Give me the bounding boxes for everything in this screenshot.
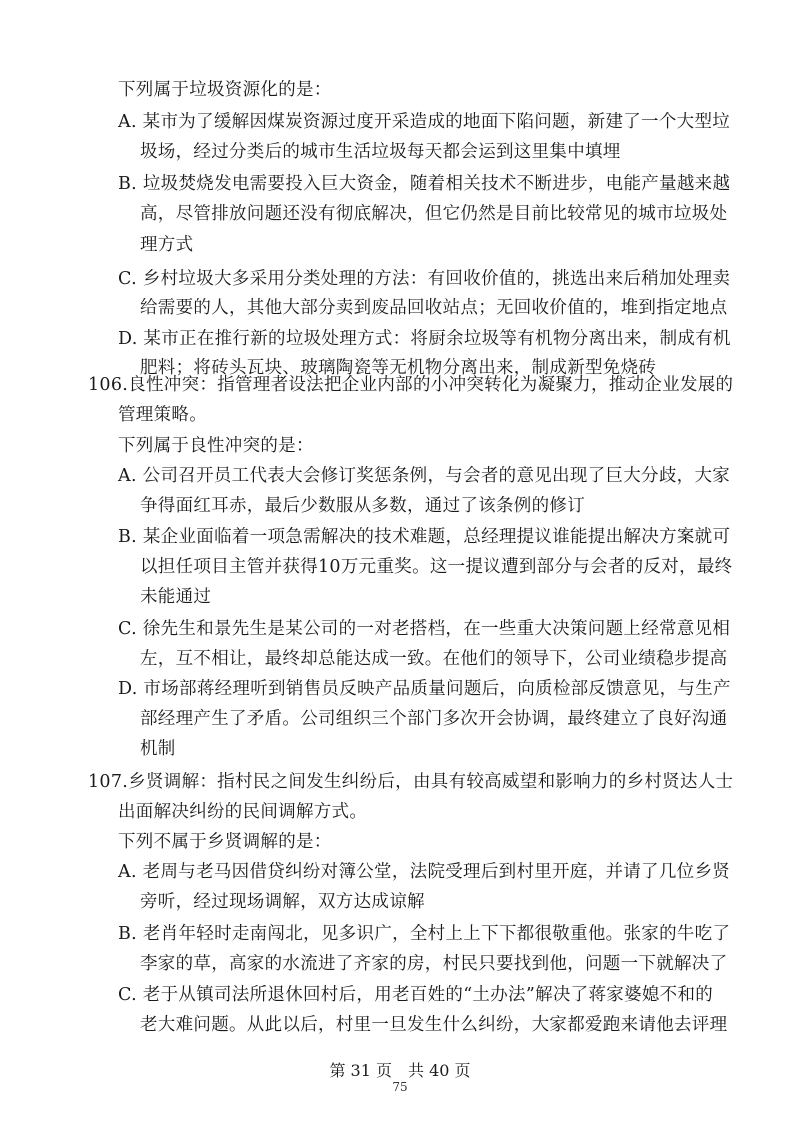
option-continuation: 圾场，经过分类后的城市生活垃圾每天都会运到这里集中填埋 xyxy=(140,142,621,162)
option-line: C. 乡村垃圾大多采用分类处理的方法：有回收价值的，挑选出来后稍加处理卖 xyxy=(118,269,731,289)
option-continuation: 肥料；将砖头瓦块、玻璃陶瓷等无机物分离出来，制成新型免烧砖 xyxy=(140,358,657,378)
option-line: A. 老周与老马因借贷纠纷对簿公堂，法院受理后到村里开庭，并请了几位乡贤 xyxy=(118,862,731,882)
option-continuation: 以担任项目主管并获得10万元重奖。这一提议遭到部分与会者的反对，最终 xyxy=(140,557,733,577)
option-continuation: 旁听，经过现场调解，双方达成谅解 xyxy=(140,892,425,912)
question-stem: 下列属于良性冲突的是： xyxy=(118,436,314,456)
option-continuation: 高，尽管排放问题还没有彻底解决，但它仍然是目前比较常见的城市垃圾处 xyxy=(140,204,728,224)
question-stem: 下列不属于乡贤调解的是： xyxy=(118,832,332,852)
option-line: A. 某市为了缓解因煤炭资源过度开采造成的地面下陷问题，新建了一个大型垃 xyxy=(118,112,731,132)
option-continuation: 理方式 xyxy=(140,235,194,255)
option-line: B. 某企业面临着一项急需解决的技术难题，总经理提议谁能提出解决方案就可 xyxy=(118,527,731,547)
option-line: B. 垃圾焚烧发电需要投入巨大资金，随着相关技术不断进步，电能产量越来越 xyxy=(118,174,731,194)
option-line: C. 老于从镇司法所退休回村后，用老百姓的“土办法”解决了蒋家婆媳不和的 xyxy=(118,985,714,1005)
scan-page-number: 75 xyxy=(392,1080,408,1094)
option-continuation: 左，互不相让，最终却总能达成一致。在他们的领导下，公司业绩稳步提高 xyxy=(140,649,728,669)
option-continuation: 老大难问题。从此以后，村里一旦发生什么纠纷，大家都爱跑来请他去评理 xyxy=(140,1015,728,1035)
definition-continuation: 管理策略。 xyxy=(118,405,207,425)
option-line: C. 徐先生和景先生是某公司的一对老搭档，在一些重大决策问题上经常意见相 xyxy=(118,619,731,639)
option-continuation: 机制 xyxy=(140,739,176,759)
option-line: A. 公司召开员工代表大会修订奖惩条例，与会者的意见出现了巨大分歧，大家 xyxy=(118,466,731,486)
option-continuation: 给需要的人，其他大部分卖到废品回收站点；无回收价值的，堆到指定地点 xyxy=(140,298,728,318)
option-continuation: 争得面红耳赤，最后少数服从多数，通过了该条例的修订 xyxy=(140,496,585,516)
option-line: D. 市场部蒋经理听到销售员反映产品质量问题后，向质检部反馈意见，与生产 xyxy=(118,679,731,699)
option-line: D. 某市正在推行新的垃圾处理方式：将厨余垃圾等有机物分离出来，制成有机 xyxy=(118,329,731,349)
option-line: B. 老肖年轻时走南闯北，见多识广，全村上上下下都很敬重他。张家的牛吃了 xyxy=(118,924,731,944)
definition-line: 107.乡贤调解：指村民之间发生纠纷后，由具有较高威望和影响力的乡村贤达人士 xyxy=(88,772,734,792)
definition-continuation: 出面解决纠纷的民间调解方式。 xyxy=(118,802,368,822)
option-continuation: 部经理产生了矛盾。公司组织三个部门多次开会协调，最终建立了良好沟通 xyxy=(140,709,728,729)
question-stem: 下列属于垃圾资源化的是： xyxy=(118,80,332,100)
page-footer: 第 31 页 共 40 页 xyxy=(329,1061,471,1080)
option-continuation: 未能通过 xyxy=(140,587,212,607)
definition-line: 106.良性冲突：指管理者设法把企业内部的小冲突转化为凝聚力，推动企业发展的 xyxy=(88,375,734,395)
option-continuation: 李家的草，高家的水流进了齐家的房，村民只要找到他，问题一下就解决了 xyxy=(140,954,728,974)
